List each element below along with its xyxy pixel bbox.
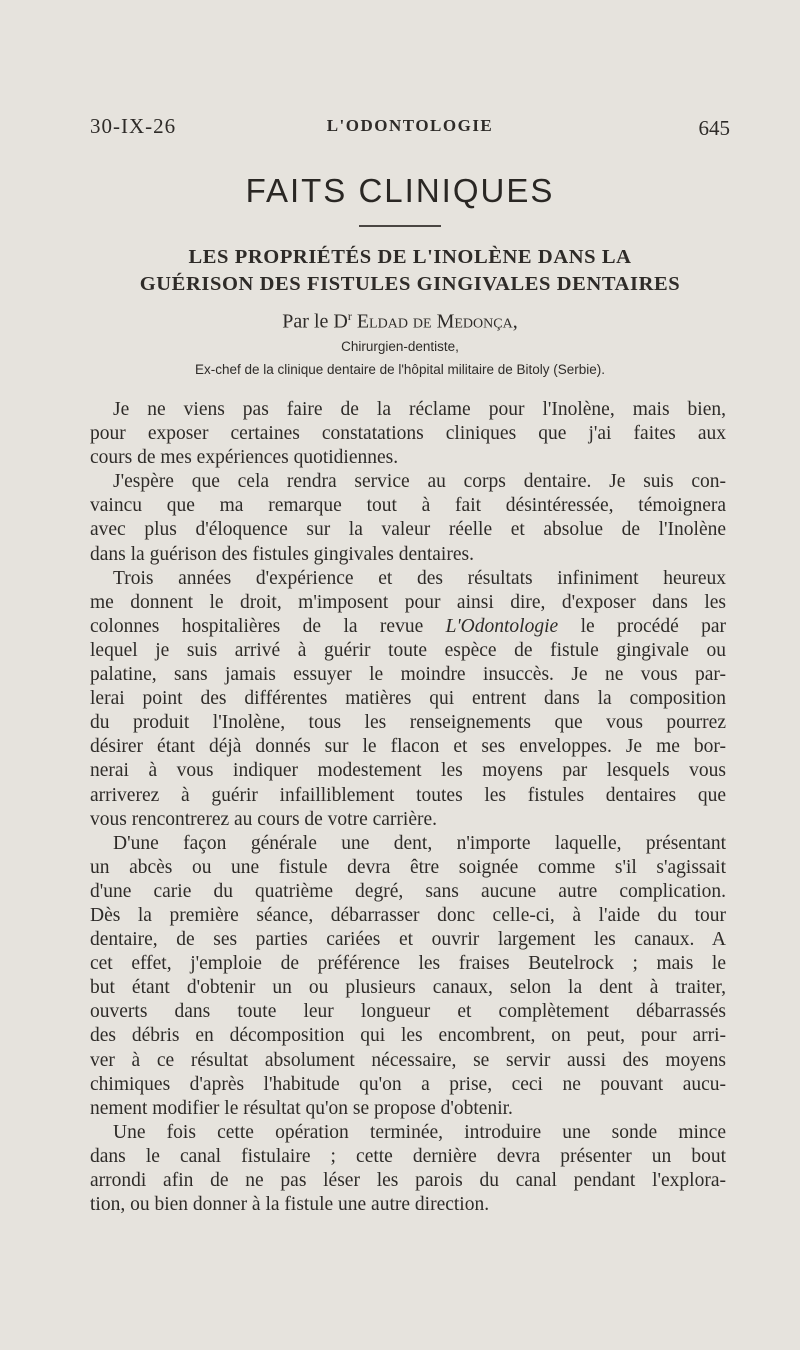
body-line: des débris en décomposition qui les encombrent, on peut, pour arri- (90, 1025, 726, 1047)
body-line: dentaire, de ses parties cariées et ouvrir largement les canaux. A (90, 929, 726, 951)
body-line: du produit l'Inolène, tous les renseignements que vous pourrez (90, 712, 726, 734)
article-body (90, 398, 726, 1217)
body-line: but étant d'obtenir un ou plusieurs canaux, selon la dent à traiter, (90, 977, 726, 999)
body-line: palatine, sans jamais essuyer le moindre insuccès. Je ne vous par- (90, 664, 726, 686)
body-line: Je ne viens pas faire de la réclame pour l'Inolène, mais bien, (113, 399, 726, 420)
body-line: lequel je suis arrivé à guérir toute espèce de fistule gingivale ou (90, 639, 726, 661)
journal-title-italic: L'Odontologie (445, 615, 559, 637)
journal-name: L'ODONTOLOGIE (326, 116, 494, 135)
byline-prefix: Par le D (282, 310, 348, 333)
body-line: tion, ou bien donner à la fistule une autre direction. (90, 1194, 490, 1216)
body-line-with-italic (90, 615, 726, 639)
running-header (90, 114, 730, 140)
body-line: pour exposer certaines constatations cliniques que j'ai faites aux (90, 423, 726, 445)
body-line: Dès la première séance, débarrasser donc celle-ci, à l'aide du tour (90, 904, 726, 926)
body-line: d'une carie du quatrième degré, sans aucune autre complication. (90, 880, 726, 902)
section-title: FAITS CLINIQUES (245, 172, 555, 209)
body-line: cours de mes expériences quotidiennes. (90, 447, 399, 469)
issue-date: 30-IX-26 (90, 114, 177, 138)
body-line: Trois années d'expérience et des résultats infiniment heureux (113, 567, 726, 589)
body-line: chimiques d'après l'habitude qu'on a prise, ceci ne pouvant aucu- (90, 1073, 726, 1095)
body-line: avec plus d'éloquence sur la valeur réelle et absolue de l'Inolène (90, 519, 726, 541)
body-line: arriverez à guérir infailliblement toutes les fistules dentaires que (90, 784, 726, 806)
byline-sup: r (347, 309, 352, 323)
author-affiliation: Ex-chef de la clinique dentaire de l'hôpital militaire de Bitoly (Serbie). (194, 362, 606, 377)
body-line: nement modifier le résultat qu'on se propose d'obtenir. (90, 1097, 513, 1119)
body-line: cet effet, j'emploie de préférence les fraises Beutelrock ; mais le (90, 953, 726, 975)
body-line: dans la guérison des fistules gingivales dentaires. (90, 543, 474, 565)
body-line: J'espère que cela rendra service au corps dentaire. Je suis con- (113, 471, 726, 493)
byline (0, 309, 800, 334)
body-line: Une fois cette opération terminée, introduire une sonde mince (113, 1121, 726, 1143)
body-line: me donnent le droit, m'imposent pour ainsi dire, d'exposer dans les (90, 591, 726, 613)
body-line: désirer étant déjà donnés sur le flacon et ses enveloppes. Je me bor- (90, 736, 726, 758)
author-name: Eldad de Medonça, (356, 310, 518, 333)
article-title-line-2: GUÉRISON DES FISTULES GINGIVALES DENTAIRES (139, 273, 681, 295)
author-role: Chirurgien-dentiste, (341, 339, 459, 354)
article-title-line-1: LES PROPRIÉTÉS DE L'INOLÈNE DANS LA (188, 246, 632, 268)
body-line: vaincu que ma remarque tout à fait désintéressée, témoignera (90, 495, 726, 517)
page-number: 645 (698, 116, 730, 140)
body-line: vous rencontrerez au cours de votre carrière. (90, 808, 438, 830)
body-line: arrondi afin de ne pas léser les parois du canal pendant l'explora- (90, 1170, 726, 1191)
body-line: ouverts dans toute leur longueur et complètement débarrassés (90, 1001, 726, 1023)
title-rule (359, 225, 441, 227)
body-line: ver à ce résultat absolument nécessaire, se servir aussi des moyens (90, 1049, 726, 1071)
article-title (80, 244, 740, 298)
body-text-segment: le procédé par (580, 615, 727, 637)
body-line: dans le canal fistulaire ; cette dernière devra présenter un bout (90, 1145, 726, 1167)
body-line: nerai à vous indiquer modestement les moyens par lesquels vous (90, 760, 726, 782)
body-line: lerai point des différentes matières qui entrent dans la composition (90, 688, 726, 710)
body-line: un abcès ou une fistule devra être soignée comme s'il s'agissait (90, 856, 726, 878)
body-text-segment: colonnes hospitalières de la revue (90, 615, 424, 637)
body-line: D'une façon générale une dent, n'importe laquelle, présentant (113, 832, 726, 854)
